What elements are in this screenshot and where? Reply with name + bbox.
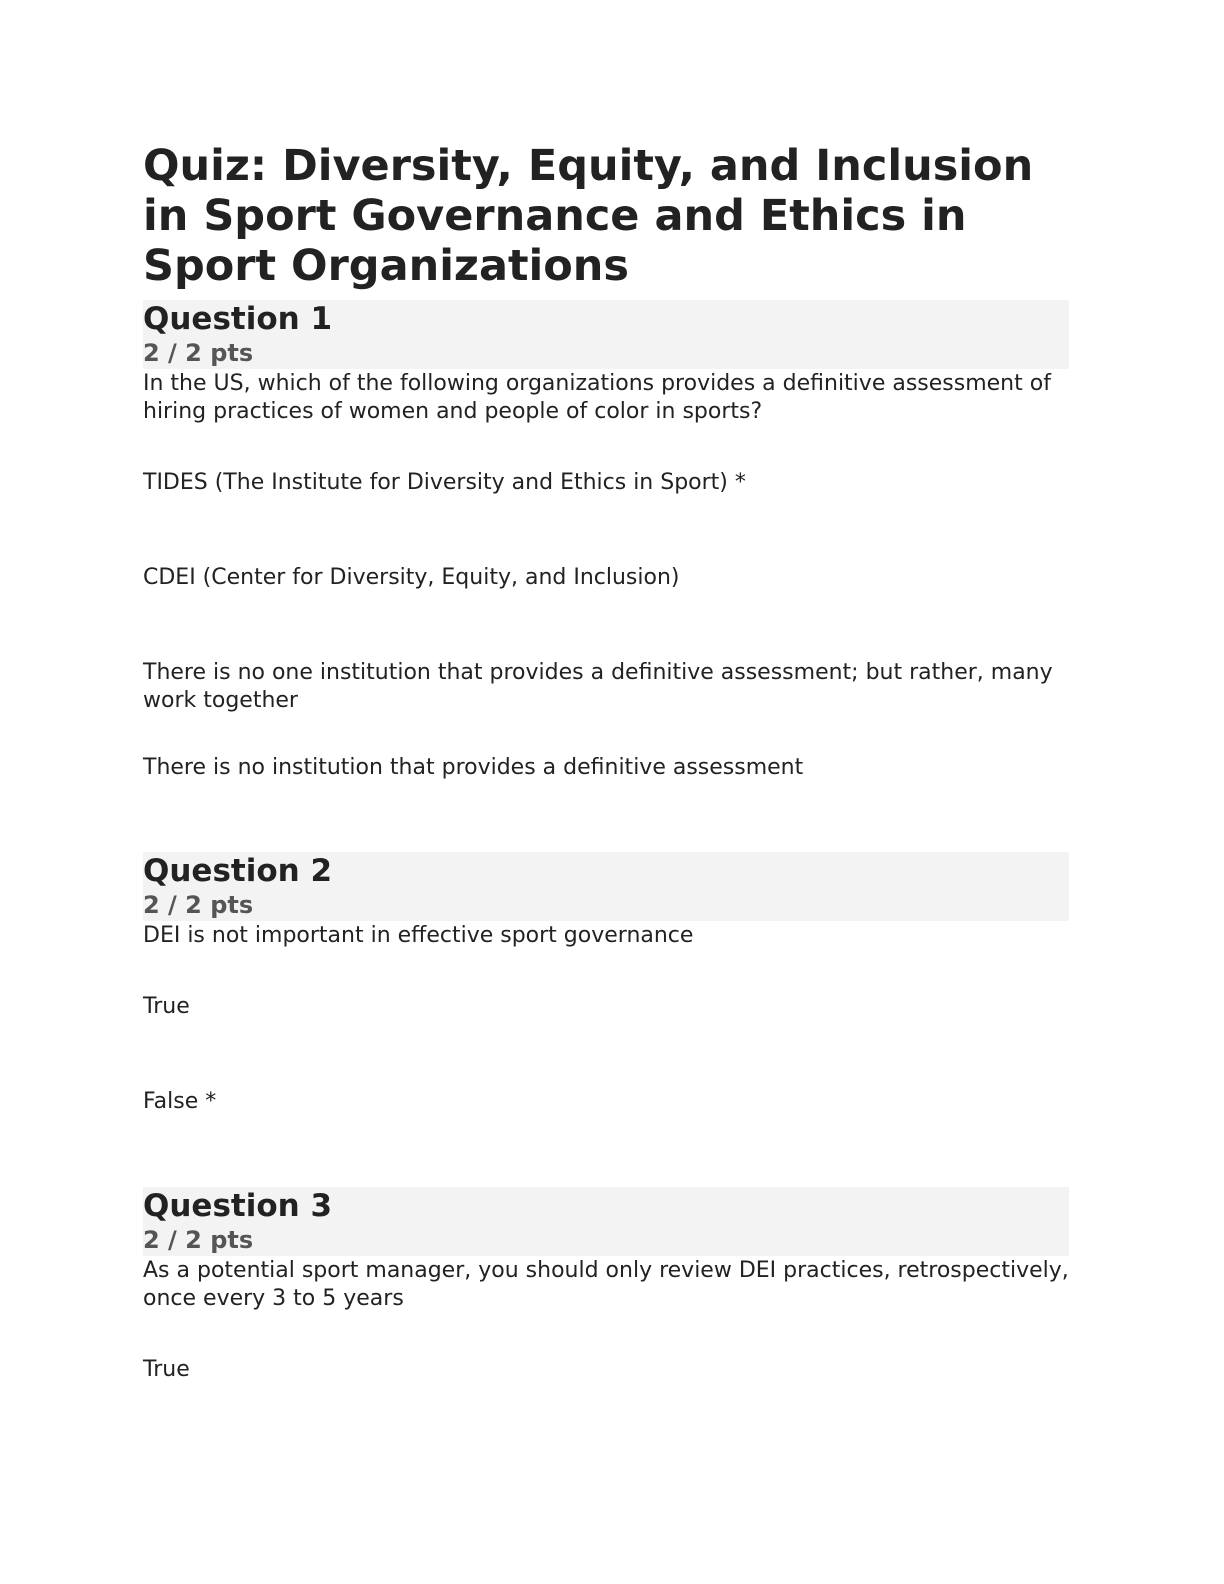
question-1-answer-4[interactable]: There is no institution that provides a definitive assessment <box>143 755 804 780</box>
question-1-answer-2[interactable]: CDEI (Center for Diversity, Equity, and Inclusion) <box>143 565 680 590</box>
question-1-text: In the US, which of the following organizations provides a definitive assessment of hiring practices of women and people of color in sports? <box>143 371 1051 424</box>
question-1-points: 2 / 2 pts <box>143 339 254 367</box>
question-3-header <box>143 1187 1069 1256</box>
question-1-answer-1[interactable]: TIDES (The Institute for Diversity and Ethics in Sport) * <box>143 470 746 495</box>
question-1-header <box>143 300 1069 369</box>
question-2-header <box>143 852 1069 921</box>
question-1-title: Question 1 <box>143 301 333 337</box>
question-2-title: Question 2 <box>143 853 333 889</box>
question-3-title: Question 3 <box>143 1188 333 1224</box>
question-2-answer-2[interactable]: False * <box>143 1089 217 1114</box>
question-1-answer-3[interactable]: There is no one institution that provides a definitive assessment; but rather, many work together <box>143 660 1053 713</box>
question-3-points: 2 / 2 pts <box>143 1226 254 1254</box>
question-3-answer-1[interactable]: True <box>143 1357 190 1382</box>
question-2-points: 2 / 2 pts <box>143 891 254 919</box>
question-2-text: DEI is not important in effective sport governance <box>143 923 694 948</box>
page-title: Quiz: Diversity, Equity, and Inclusion in Sport Governance and Ethics in Sport Organizations <box>143 141 1034 291</box>
question-3-text: As a potential sport manager, you should only review DEI practices, retrospectively, once every 3 to 5 years <box>143 1258 1069 1311</box>
question-2-answer-1[interactable]: True <box>143 994 190 1019</box>
